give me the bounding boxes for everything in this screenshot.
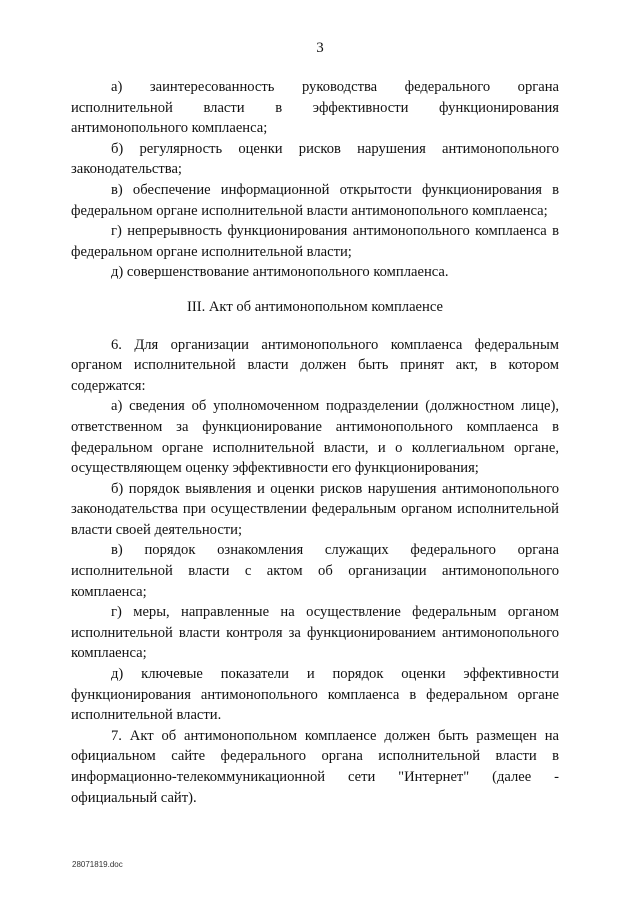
act-content-item-g: г) меры, направленные на осуществление федеральным органом исполнительной власти контроля за функционированием антимонопольного комплаенса; — [71, 604, 559, 662]
page-number: 3 — [316, 40, 324, 56]
paragraph-6-intro-text: 6. Для организации антимонопольного комплаенса федеральным органом исполнительной власти должен быть принят акт, — [71, 336, 559, 374]
principle-item-d: д) совершенствование антимонопольного комплаенса. — [111, 264, 449, 281]
paragraph-7: 7. Акт об антимонопольном комплаенсе должен быть размещен на официальном сайте федерального органа исполнительной власти в информационно-телекоммуникационной сети "Интернет" (далее - официальный сайт). — [71, 727, 559, 806]
paragraph-6-intro-tail: в котором содержатся: — [71, 357, 559, 394]
document-body — [71, 77, 559, 808]
act-content-item-b: б) порядок выявления и оценки рисков нарушения антимонопольного законодательства при осуществлении федеральным органом исполнительной власти своей деятельности; — [71, 480, 559, 538]
principle-item-b: б) регулярность оценки рисков нарушения антимонопольного законодательства; — [71, 140, 559, 178]
section-heading: III. Акт об антимонопольном комплаенсе — [187, 298, 443, 315]
principle-item-v: в) обеспечение информационной открытости функционирования в федеральном органе исполнительной власти антимонопольного комплаенса; — [71, 181, 559, 219]
principle-item-g: г) непрерывность функционирования антимонопольного комплаенса в федеральном органе исполнительной власти; — [71, 223, 559, 260]
act-content-item-a: а) сведения об уполномоченном подразделении (должностном лице), ответственном за функционирование антимонопольного комплаенса в федеральном органе исполнительной власти, и о коллегиальном органе, осуществляющем оценку эффективности его функционирования; — [71, 398, 559, 477]
principle-item-a: а) заинтересованность руководства федерального органа исполнительной власти в эффективности функционирования антимонопольного комплаенса; — [71, 79, 559, 137]
document-file-code: 28071819.doc — [72, 860, 123, 869]
act-content-item-v: в) порядок ознакомления служащих федерального органа исполнительной власти с актом об организации антимонопольного комплаенса; — [71, 542, 559, 600]
act-content-item-d: д) ключевые показатели и порядок оценки эффективности функционирования антимонопольного комплаенса в федеральном органе исполнительной власти. — [71, 666, 559, 724]
paragraph-6-intro — [71, 335, 559, 397]
